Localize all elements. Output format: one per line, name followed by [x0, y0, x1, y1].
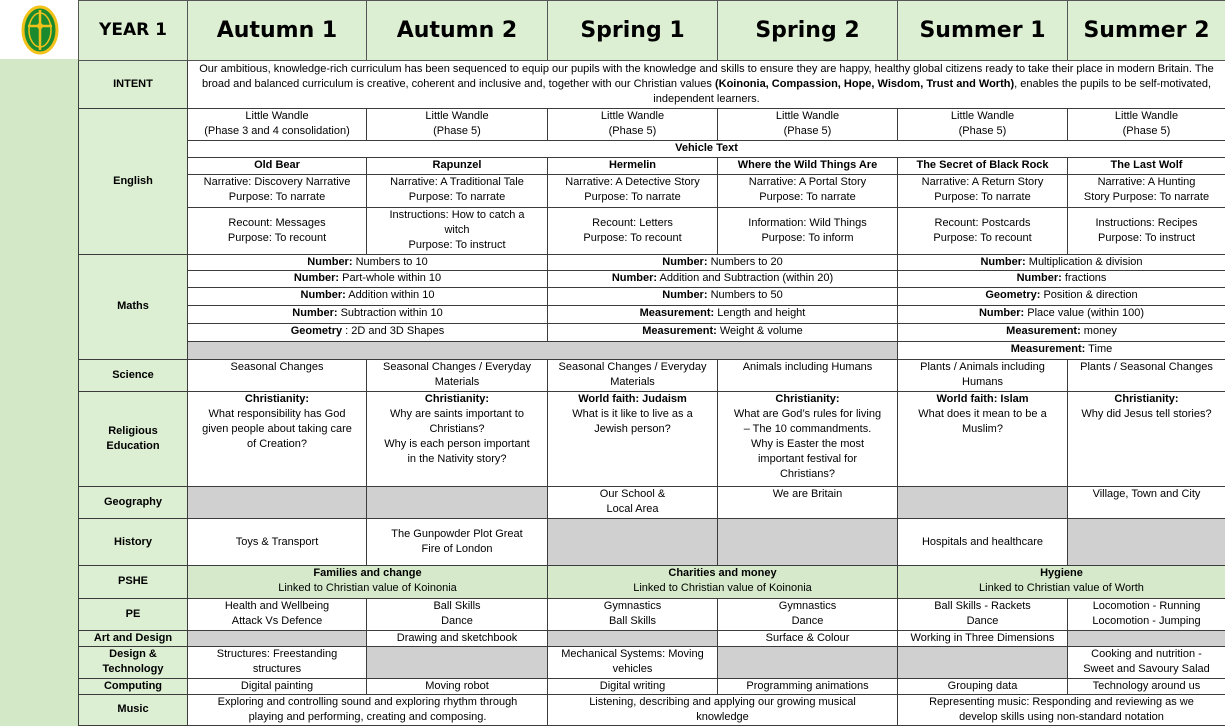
geography-cell [548, 487, 718, 519]
geography-cell [898, 487, 1068, 519]
cell-line: Working in Three Dimensions [910, 631, 1055, 644]
maths-spring-cell [548, 270, 898, 287]
english-phonics-cell [898, 109, 1068, 141]
intent-values: (Koinonia, Compassion, Hope, Wisdom, Trust and Worth) [714, 78, 1015, 91]
cell-line: Instructions: How to catch a [389, 209, 525, 222]
cell-line: (Phase 5) [433, 125, 481, 138]
maths-summer-cell [898, 270, 1225, 287]
cell-line: Narrative: Discovery Narrative [203, 176, 351, 189]
cell-line: Cooking and nutrition - [1091, 647, 1202, 660]
computing-cell [548, 678, 718, 694]
maths-strand: Number: [1016, 271, 1062, 284]
maths-topic: Numbers to 10 [352, 255, 428, 268]
re-cell [367, 392, 548, 487]
pe-cell [188, 598, 367, 630]
cell-line: Little Wandle [775, 110, 840, 123]
cell-line: Charities and money [668, 567, 777, 580]
cell-line: What are God’s rules for living [733, 408, 882, 420]
year-label: YEAR 1 [79, 1, 188, 61]
pe-cell [548, 598, 718, 630]
history-cell [548, 519, 718, 566]
cell-line: Little Wandle [245, 110, 309, 123]
cell-line: Purpose: To narrate [584, 191, 681, 204]
cell-line: Dance [966, 614, 999, 627]
subject-label-english: English [79, 109, 188, 254]
cell-line: Village, Town and City [1092, 488, 1201, 501]
cell-line: Attack Vs Defence [231, 614, 323, 627]
history-cell [898, 519, 1068, 566]
vehicle-text-heading: Vehicle Text [188, 141, 1225, 158]
cell-line: (Phase 5) [783, 125, 832, 138]
maths-spring-cell [548, 287, 898, 305]
english-phonics-cell [188, 109, 367, 141]
cell-line: Linked to Christian value of Koinonia [278, 582, 457, 595]
pshe-cell [188, 566, 548, 598]
subject-label-computing: Computing [79, 678, 188, 694]
maths-strand: Number: [307, 255, 353, 268]
maths-topic: Numbers to 20 [707, 255, 783, 268]
cell-line: Purpose: To instruct [1097, 231, 1195, 244]
maths-autumn-cell [188, 270, 548, 287]
cell-line: of Creation? [247, 438, 307, 450]
english-nonfiction-cell [898, 207, 1068, 254]
cell-line: What responsibility has God [208, 408, 346, 420]
cell-line: Christianity: [244, 393, 310, 405]
re-cell [898, 392, 1068, 487]
cell-line: – The 10 commandments. [743, 423, 872, 435]
maths-topic: Multiplication & division [1025, 255, 1143, 268]
maths-topic: : 2D and 3D Shapes [342, 324, 445, 337]
music-cell [548, 694, 898, 725]
cell-line: Why is each person important [384, 438, 530, 450]
maths-topic: Addition and Subtraction (within 20) [657, 271, 834, 284]
cell-line: Purpose: To narrate [228, 191, 326, 204]
maths-autumn-cell [188, 323, 548, 341]
maths-spring-cell [548, 305, 898, 323]
english-narrative-cell [188, 175, 367, 207]
cell-line: Education [106, 440, 160, 453]
cell-line: Dance [791, 614, 824, 627]
history-cell [188, 519, 367, 566]
cell-line: Seasonal Changes / Everyday [383, 360, 531, 373]
pe-cell [367, 598, 548, 630]
maths-strand: Number: [662, 255, 708, 268]
intent-text-before: Our ambitious, knowledge-rich curriculum has been sequenced to equip our pupils with the knowledge and skills to ensure they are happy, healthy global citizens ready to take their place in modern Britain. The broad and balanced curriculum is creative, coherent and inclusive and, together with our Christian values [199, 63, 1214, 91]
cell-line: Drawing and sketchbook [396, 631, 518, 644]
cell-line: Narrative: A Portal Story [748, 176, 867, 189]
english-phonics-cell [1068, 109, 1225, 141]
subject-label-pe: PE [79, 598, 188, 630]
cell-line: Seasonal Changes / Everyday [558, 360, 707, 373]
cell-line: Christianity: [424, 393, 490, 405]
cell-line: (Phase 3 and 4 consolidation) [204, 125, 350, 138]
english-book-title: The Secret of Black Rock [898, 158, 1068, 175]
cell-line: playing and performing, creating and composing. [248, 710, 487, 723]
term-spring-2: Spring 2 [718, 1, 898, 61]
pe-cell [718, 598, 898, 630]
maths-topic: Part-whole within 10 [339, 271, 442, 284]
english-narrative-cell [367, 175, 548, 207]
cell-line: Little Wandle [950, 110, 1015, 123]
cell-line: Purpose: To instruct [408, 239, 506, 252]
sidebar-strip [0, 59, 78, 726]
cell-line: develop skills using non-standard notation [959, 710, 1164, 723]
re-cell [548, 392, 718, 487]
history-cell [718, 519, 898, 566]
art-cell [188, 630, 367, 646]
maths-topic: Time [1085, 342, 1113, 355]
maths-summer-cell [898, 254, 1225, 270]
art-cell [898, 630, 1068, 646]
cell-line: (Phase 5) [608, 125, 657, 138]
english-book-title: The Last Wolf [1068, 158, 1225, 175]
geography-cell [188, 487, 367, 519]
cell-line: Ball Skills [433, 599, 481, 612]
cell-line: Why are saints important to [390, 408, 524, 420]
cell-line: Representing music: Responding and reviewing as we [929, 695, 1194, 708]
art-cell [1068, 630, 1225, 646]
maths-autumn-cell [188, 254, 548, 270]
maths-strand: Number: [293, 271, 340, 284]
cell-line: Christians? [779, 468, 836, 480]
art-cell [548, 630, 718, 646]
cell-line: Structures: Freestanding [216, 647, 338, 660]
english-book-title: Hermelin [548, 158, 718, 175]
cell-line: Narrative: A Traditional Tale [390, 176, 524, 189]
cell-line: knowledge [696, 710, 749, 723]
cell-line: Purpose: To recount [227, 231, 327, 244]
cell-line: We are Britain [772, 488, 843, 501]
pe-cell [898, 598, 1068, 630]
english-nonfiction-cell [548, 207, 718, 254]
computing-cell [1068, 678, 1225, 694]
cell-line: Materials [434, 375, 480, 388]
cell-line: (Phase 5) [1122, 125, 1171, 138]
subject-label-religious-education [79, 392, 188, 487]
maths-topic: Position & direction [1040, 288, 1138, 301]
history-cell [1068, 519, 1225, 566]
cell-line: What does it mean to be a [918, 408, 1047, 420]
computing-cell [188, 678, 367, 694]
english-book-title: Where the Wild Things Are [718, 158, 898, 175]
maths-summer-cell [898, 323, 1225, 341]
art-cell [367, 630, 548, 646]
subject-label-intent: INTENT [79, 61, 188, 109]
cell-line: in the Nativity story? [407, 453, 507, 465]
english-narrative-cell [718, 175, 898, 207]
history-cell [367, 519, 548, 566]
computing-cell [718, 678, 898, 694]
subject-label-science: Science [79, 359, 188, 391]
maths-summer-cell [898, 287, 1225, 305]
pshe-cell [898, 566, 1225, 598]
subject-label-design-technology [79, 646, 188, 678]
school-logo [0, 0, 78, 59]
cell-line: Narrative: A Return Story [921, 176, 1044, 189]
cell-line: Gymnastics [603, 599, 662, 612]
cell-line: Little Wandle [425, 110, 489, 123]
science-cell [188, 359, 367, 391]
cell-line: Christians? [429, 423, 485, 435]
maths-topic: Numbers to 50 [707, 288, 783, 301]
cell-line: World faith: Judaism [578, 393, 687, 405]
cell-line: (Phase 5) [958, 125, 1007, 138]
cell-line: Story Purpose: To narrate [1083, 191, 1210, 204]
intent-text [188, 61, 1225, 109]
cell-line: Little Wandle [600, 110, 665, 123]
science-cell [367, 359, 548, 391]
cell-line: Locomotion - Jumping [1092, 614, 1201, 627]
cell-line: Materials [610, 375, 655, 388]
cell-line: Instructions: Recipes [1095, 216, 1198, 229]
cell-line: Dance [441, 614, 473, 627]
cell-line: Purpose: To narrate [934, 191, 1031, 204]
maths-summer-cell [898, 341, 1225, 359]
cell-line: structures [252, 662, 302, 675]
cell-line: Recount: Postcards [934, 216, 1031, 229]
cell-line: Linked to Christian value of Koinonia [633, 582, 812, 595]
cell-line: Digital painting [240, 679, 314, 692]
cell-line: Locomotion - Running [1092, 599, 1201, 612]
term-autumn-2: Autumn 2 [367, 1, 548, 61]
cell-line: Religious [108, 425, 158, 438]
maths-autumn-cell [188, 287, 548, 305]
cell-line: Grouping data [947, 679, 1018, 692]
cell-line: What is it like to live as a [572, 408, 693, 420]
cell-line: Recount: Messages [228, 216, 326, 229]
cell-line: Christianity: [1114, 393, 1179, 405]
cell-line: important festival for [757, 453, 858, 465]
maths-topic: Subtraction within 10 [337, 306, 443, 319]
cell-line: Ball Skills - Rackets [934, 599, 1031, 612]
subject-label-art: Art and Design [79, 630, 188, 646]
cell-line: Muslim? [962, 423, 1003, 435]
cell-line: Design & [109, 648, 157, 661]
cell-line: Technology [102, 663, 164, 676]
cell-line: Plants / Seasonal Changes [1080, 360, 1213, 373]
english-narrative-cell [898, 175, 1068, 207]
english-narrative-cell [548, 175, 718, 207]
science-cell [718, 359, 898, 391]
english-book-title: Rapunzel [367, 158, 548, 175]
term-summer-2: Summer 2 [1068, 1, 1225, 61]
dt-cell [1068, 646, 1225, 678]
cell-line: Ball Skills [608, 614, 657, 627]
english-nonfiction-cell [718, 207, 898, 254]
english-phonics-cell [367, 109, 548, 141]
english-phonics-cell [548, 109, 718, 141]
subject-label-maths: Maths [79, 254, 188, 359]
english-nonfiction-cell [188, 207, 367, 254]
science-cell [1068, 359, 1225, 391]
music-cell [188, 694, 548, 725]
computing-cell [898, 678, 1068, 694]
cell-line: Information: Wild Things [748, 216, 867, 229]
dt-cell [367, 646, 548, 678]
cell-line: Plants / Animals including [920, 360, 1045, 373]
geography-cell [718, 487, 898, 519]
dt-cell [898, 646, 1068, 678]
term-summer-1: Summer 1 [898, 1, 1068, 61]
maths-topic: fractions [1061, 271, 1107, 284]
cell-line: Purpose: To narrate [759, 191, 856, 204]
cell-line: World faith: Islam [936, 393, 1029, 405]
maths-strand: Number: [662, 288, 708, 301]
cell-line: Why did Jesus tell stories? [1081, 408, 1212, 420]
english-nonfiction-cell [367, 207, 548, 254]
geography-cell [1068, 487, 1225, 519]
maths-spring-cell [548, 323, 898, 341]
cell-line: Narrative: A Detective Story [565, 176, 700, 189]
intent-row [79, 61, 1225, 109]
re-cell [1068, 392, 1225, 487]
cell-line: Mechanical Systems: Moving [561, 647, 704, 660]
cell-line: Exploring and controlling sound and exploring rhythm through [217, 695, 518, 708]
maths-topic: Length and height [714, 306, 806, 319]
pshe-cell [548, 566, 898, 598]
maths-strand: Geometry: [985, 288, 1041, 301]
maths-topic: Weight & volume [716, 324, 803, 337]
subject-label-geography: Geography [79, 487, 188, 519]
maths-topic: Addition within 10 [345, 288, 435, 301]
computing-cell [367, 678, 548, 694]
curriculum-table [78, 0, 1225, 726]
cell-line: Programming animations [746, 679, 869, 692]
empty-cell [188, 341, 898, 359]
english-nonfiction-cell [1068, 207, 1225, 254]
pe-cell [1068, 598, 1225, 630]
cell-line: Health and Wellbeing [224, 599, 330, 612]
cell-line: Recount: Letters [592, 216, 673, 229]
maths-strand: Measurement: [642, 324, 717, 337]
cell-line: Our School & [599, 488, 666, 501]
cell-line: Christianity: [775, 393, 840, 405]
cell-line: Local Area [606, 503, 659, 516]
cell-line: Jewish person? [594, 423, 671, 435]
cell-line: Narrative: A Hunting [1097, 176, 1196, 189]
re-cell [718, 392, 898, 487]
cell-line: Animals including Humans [742, 360, 873, 373]
term-autumn-1: Autumn 1 [188, 1, 367, 61]
cell-line: Purpose: To recount [933, 231, 1032, 244]
dt-cell [718, 646, 898, 678]
cell-line: Sweet and Savoury Salad [1083, 662, 1210, 675]
cell-line: Hospitals and healthcare [921, 535, 1044, 548]
maths-strand: Number: [292, 306, 338, 319]
cell-line: given people about taking care [202, 423, 352, 435]
header-row [79, 1, 1225, 61]
dt-cell [548, 646, 718, 678]
cell-line: Toys & Transport [235, 535, 319, 548]
maths-spring-cell [548, 254, 898, 270]
art-cell [718, 630, 898, 646]
cell-line: Families and change [313, 567, 422, 580]
intent-text-after: , enables the pupils to be self-motivated, independent learners. [653, 78, 1212, 106]
cell-line: Humans [962, 375, 1003, 388]
maths-autumn-cell [188, 305, 548, 323]
maths-topic: money [1080, 324, 1117, 337]
science-cell [548, 359, 718, 391]
maths-strand: Number: [978, 306, 1025, 319]
maths-strand: Measurement: [639, 306, 715, 319]
maths-strand: Number: [980, 255, 1026, 268]
geography-cell [367, 487, 548, 519]
cell-line: Purpose: To inform [761, 231, 854, 244]
subject-label-history: History [79, 519, 188, 566]
english-narrative-cell [1068, 175, 1225, 207]
re-cell [188, 392, 367, 487]
cell-line: Linked to Christian value of Worth [979, 582, 1144, 595]
music-cell [898, 694, 1225, 725]
cell-line: Why is Easter the most [750, 438, 865, 450]
english-book-title: Old Bear [188, 158, 367, 175]
english-phonics-cell [718, 109, 898, 141]
science-cell [898, 359, 1068, 391]
cell-line: Seasonal Changes [230, 360, 324, 373]
subject-label-music: Music [79, 694, 188, 725]
cell-line: Digital writing [599, 679, 666, 692]
cell-line: Little Wandle [1114, 110, 1179, 123]
cell-line: vehicles [612, 662, 653, 675]
maths-strand: Number: [300, 288, 346, 301]
maths-strand: Measurement: [1010, 342, 1086, 355]
dt-cell [188, 646, 367, 678]
cell-line: Purpose: To narrate [408, 191, 506, 204]
cell-line: Technology around us [1092, 679, 1201, 692]
maths-topic: Place value (within 100) [1024, 306, 1145, 319]
cell-line: Hygiene [1040, 567, 1083, 580]
cell-line: Moving robot [425, 679, 489, 692]
cell-line: Listening, describing and applying our growing musical [589, 695, 856, 708]
cell-line: Purpose: To recount [583, 231, 682, 244]
maths-strand: Number: [611, 271, 658, 284]
maths-strand: Measurement: [1006, 324, 1081, 337]
cell-line: Surface & Colour [765, 631, 850, 644]
subject-label-pshe: PSHE [79, 566, 188, 598]
cell-line: Gymnastics [778, 599, 837, 612]
maths-strand: Geometry [290, 324, 343, 337]
cell-line: witch [444, 224, 470, 237]
cell-line: Fire of London [421, 543, 493, 556]
maths-summer-cell [898, 305, 1225, 323]
cell-line: The Gunpowder Plot Great [391, 528, 523, 541]
term-spring-1: Spring 1 [548, 1, 718, 61]
